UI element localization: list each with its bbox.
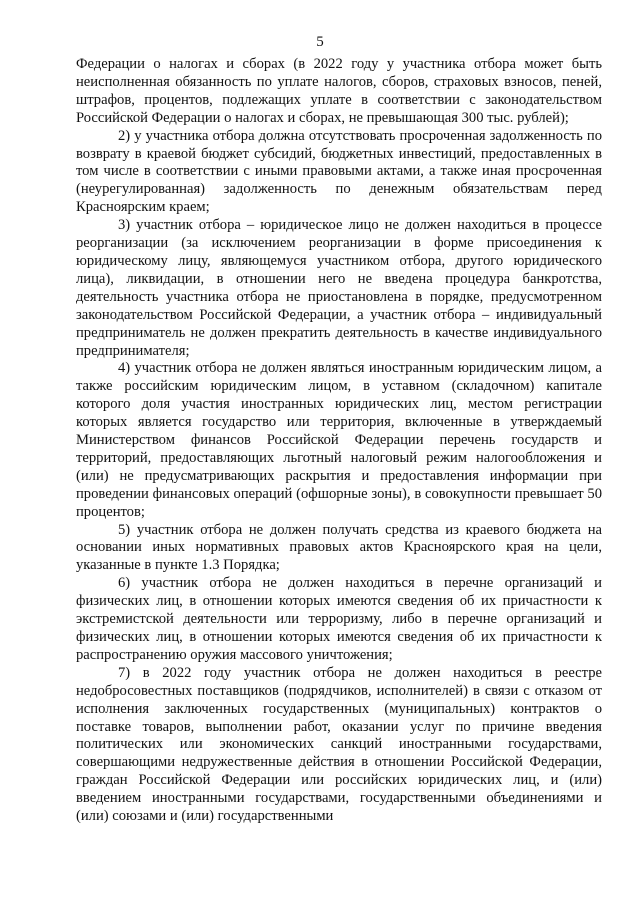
paragraph-continuation: Федерации о налогах и сборах (в 2022 году у участника отбора может быть неисполненная обязанность по уплате налогов, сборов, страховых взносов, пеней, штрафов, процентов, подлежащих уплате в соответствии с законодательством Российской Федерации о налогах и сборах, не превышающая 300 тыс. рублей); <box>76 56 602 126</box>
paragraph-item-4: 4) участник отбора не должен являться иностранным юридическим лицом, а также российским юридическим лицом, в уставном (складочном) капитале которого доля участия иностранных юридических лиц, местом регистрации которых является государство или территория, включенные в утверждаемый Министерством финансов Российской Федерации перечень государств и территорий, предоставляющих льготный налоговый режим налогообложения и (или) не предусматривающих раскрытия и предоставления информации при проведении финансовых операций (офшорные зоны), в совокупности превышает 50 процентов; <box>76 360 602 520</box>
document-body <box>76 56 602 826</box>
paragraph-item-2: 2) у участника отбора должна отсутствовать просроченная задолженность по возврату в краевой бюджет субсидий, бюджетных инвестиций, предоставленных в том числе в соответствии с иными правовыми актами, а также иная просроченная (неурегулированная) задолженность по денежным обязательствам перед Красноярским краем; <box>76 127 602 216</box>
paragraph-item-6: 6) участник отбора не должен находиться в перечне организаций и физических лиц, в отношении которых имеются сведения об их причастности к экстремистской деятельности или терроризму, либо в перечне организаций и физических лиц, в отношении которых имеются сведения об их причастности к распространению оружия массового уничтожения; <box>76 575 602 663</box>
paragraph-item-5: 5) участник отбора не должен получать средства из краевого бюджета на основании иных нормативных правовых актов Красноярского края на цели, указанные в пункте 1.3 Порядка; <box>76 521 602 574</box>
paragraph-item-7: 7) в 2022 году участник отбора не должен находиться в реестре недобросовестных поставщиков (подрядчиков, исполнителей) в связи с отказом от исполнения заключенных государственных (муниципальных) контрактов о поставке товаров, выполнении работ, оказании услуг по причине введения политических или экономических санкций иностранными государствами, совершающими недружественные действия в отношении Российской Федерации, граждан Российской Федерации или российских юридических лиц, и (или) введением иностранными государствами, государственными объединениями и (или) союзами и (или) государственными <box>76 664 602 825</box>
paragraph-item-3: 3) участник отбора – юридическое лицо не должен находиться в процессе реорганизации (за исключением реорганизации в форме присоединения к юридическому лицу, являющемуся участником отбора, другого юридического лица), ликвидации, в отношении него не введена процедура банкротства, деятельность участника отбора не приостановлена в порядке, предусмотренном законодательством Российской Федерации, а участник отбора – индивидуальный предприниматель не должен прекратить деятельность в качестве индивидуального предпринимателя; <box>76 217 602 359</box>
page-number: 5 <box>316 34 324 50</box>
